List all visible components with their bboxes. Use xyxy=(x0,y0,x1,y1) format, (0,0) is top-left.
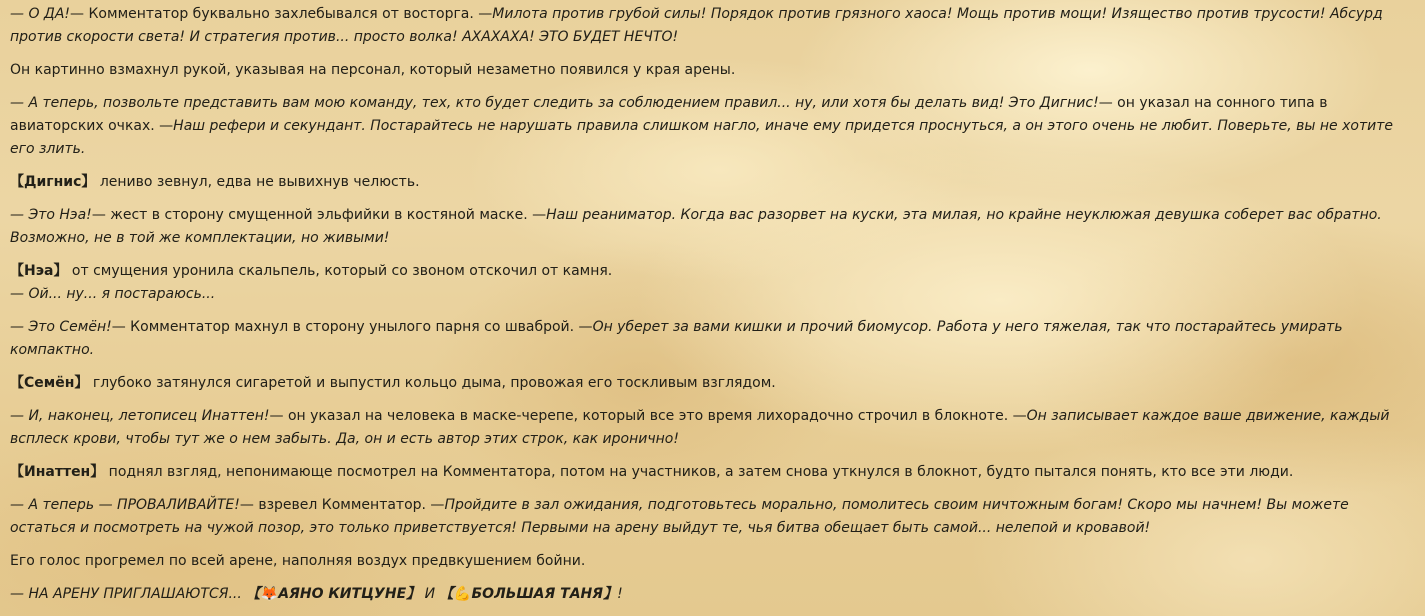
paragraph-12: Его голос прогремел по всей арене, наполняя воздух предвкушением бойни. xyxy=(10,553,586,569)
narration: — он указал на сонного типа в авиаторских очках. — xyxy=(10,95,1328,134)
flexed-biceps-icon: 💪 xyxy=(453,586,472,602)
narration: — жест в сторону смущенной эльфийки в костяной маске. — xyxy=(91,207,547,223)
fighter-1 xyxy=(246,586,420,602)
narration: от смущения уронила скальпель, который со звоном отскочил от камня. xyxy=(67,263,613,279)
paragraph-7 xyxy=(10,316,1415,362)
narration: поднял взгляд, непонимающе посмотрел на Комментатора, потом на участников, а затем снова уткнулся в блокнот, будто пытался понять, кто все эти люди. xyxy=(104,464,1294,480)
narration: — взревел Комментатор. — xyxy=(239,497,445,513)
narration: глубоко затянулся сигаретой и выпустил кольцо дыма, провожая его тоскливым взглядом. xyxy=(88,375,776,391)
paragraph-1 xyxy=(10,3,1415,49)
paragraph-8 xyxy=(10,372,776,395)
character-tag: 【Нэа】 xyxy=(10,263,68,279)
paragraph-10 xyxy=(10,461,1293,484)
paragraph-5 xyxy=(10,204,1415,250)
speech: Наш рефери и секундант. Постарайтесь не нарушать правила слишком нагло, иначе ему придется проснуться, а он этого очень не любит. Поверьте, вы не хотите его злить. xyxy=(10,118,1393,157)
bracket-close: 】 xyxy=(406,586,421,602)
fighter-name: БОЛЬШАЯ ТАНЯ xyxy=(471,586,604,602)
exclamation: ! xyxy=(617,586,623,602)
paragraph-13 xyxy=(10,583,623,606)
narration: лениво зевнул, едва не вывихнув челюсть. xyxy=(95,174,420,190)
speech: — А теперь, позвольте представить вам мою команду, тех, кто будет следить за соблюдением правил... ну, или хотя бы делать вид! Это Дигнис! xyxy=(10,95,1099,111)
speech: — А теперь — ПРОВАЛИВАЙТЕ! xyxy=(10,497,240,513)
narration: — он указал на человека в маске-черепе, который все это время лихорадочно строчил в блокноте. — xyxy=(269,408,1027,424)
speech: Он записывает каждое ваше движение, каждый всплеск крови, чтобы тут же о нем забыть. Да, он и есть автор этих строк, как иронично! xyxy=(10,408,1390,447)
speech: — И, наконец, летописец Инаттен! xyxy=(10,408,270,424)
paragraph-4 xyxy=(10,171,420,194)
speech: — Это Нэа! xyxy=(10,207,92,223)
fighter-2 xyxy=(440,586,618,602)
paragraph-3 xyxy=(10,92,1415,161)
paragraph-9 xyxy=(10,405,1415,451)
speech: Пройдите в зал ожидания, подготовьтесь морально, помолитесь своим ничтожным богам! Скоро мы начнем! Вы можете остаться и посмотреть на чужой позор, это только приветствуется! Первыми на арену выйдут те, чья битва обещает быть самой... нелепой и кровавой! xyxy=(10,497,1349,536)
paragraph-2: Он картинно взмахнул рукой, указывая на персонал, который незаметно появился у края арены. xyxy=(10,62,736,78)
speech: — Это Семён! xyxy=(10,319,112,335)
conjunction: И xyxy=(420,586,440,602)
speech: Наш реаниматор. Когда вас разорвет на куски, эта милая, но крайне неуклюжая девушка соберет вас обратно. Возможно, не в той же комплектации, но живыми! xyxy=(10,207,1382,246)
fighter-name: АЯНО КИТЦУНЕ xyxy=(278,586,407,602)
paragraph-11 xyxy=(10,494,1415,540)
bracket-close: 】 xyxy=(603,586,618,602)
bracket-open: 【 xyxy=(439,586,454,602)
fox-icon: 🦊 xyxy=(260,586,278,602)
character-tag: 【Дигнис】 xyxy=(10,174,96,190)
character-tag: 【Инаттен】 xyxy=(10,464,105,480)
character-tag: 【Семён】 xyxy=(10,375,89,391)
speech: Милота против грубой силы! Порядок против грязного хаоса! Мощь против мощи! Изящество против трусости! Абсурд против скорости света! И стратегия против... просто волка! АХАХАХА! ЭТО БУДЕТ НЕЧТО! xyxy=(10,6,1383,45)
speech: — Ой... ну... я постараюсь... xyxy=(10,286,216,302)
bracket-open: 【 xyxy=(246,586,261,602)
narration: — Комментатор буквально захлебывался от восторга. — xyxy=(70,6,493,22)
narration: — Комментатор махнул в сторону унылого парня со шваброй. — xyxy=(111,319,593,335)
speech: — О ДА! xyxy=(10,6,71,22)
announcement: — НА АРЕНУ ПРИГЛАШАЮТСЯ... xyxy=(10,586,247,602)
paragraph-6 xyxy=(10,260,612,306)
speech: Он уберет за вами кишки и прочий биомусор. Работа у него тяжелая, так что постарайтесь умирать компактно. xyxy=(10,319,1343,358)
